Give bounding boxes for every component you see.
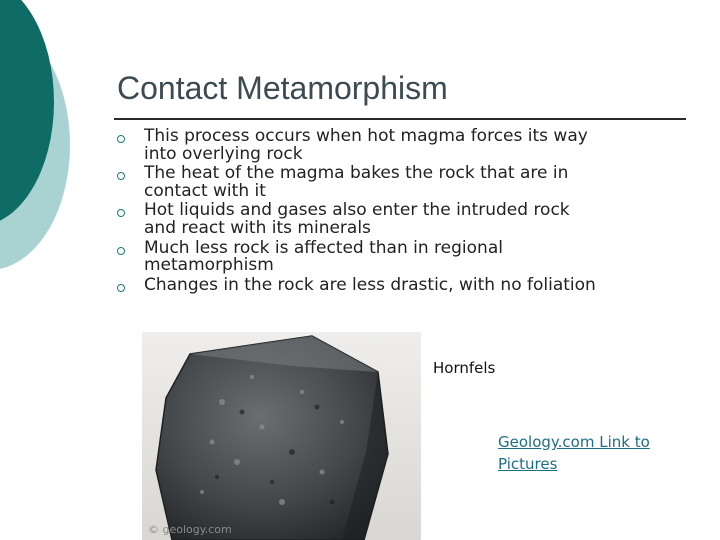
bullet-item (114, 237, 714, 276)
bullet-text: The heat of the magma bakes the rock that are in contact with it (144, 163, 569, 201)
hornfels-rock-image (142, 332, 421, 540)
bullet-item (114, 274, 714, 295)
bullet-item (114, 128, 714, 163)
bullet-list (114, 128, 714, 296)
bullet-marker-icon (117, 284, 125, 292)
bullet-item (114, 202, 714, 237)
image-caption: Hornfels (433, 359, 496, 377)
geology-link[interactable]: Geology.com Link to Pictures (498, 433, 650, 473)
title-divider (114, 118, 686, 120)
bullet-item (114, 165, 714, 200)
bullet-text: Much less rock is affected than in regional metamorphism (144, 237, 503, 276)
bullet-marker-icon (117, 135, 125, 143)
bullet-marker-icon (117, 247, 125, 255)
bullet-text: Hot liquids and gases also enter the intruded rock and react with its minerals (144, 200, 570, 238)
rock-illustration (142, 332, 421, 540)
bullet-marker-icon (117, 172, 125, 180)
bullet-text: This process occurs when hot magma forces its way into overlying rock (144, 126, 588, 164)
bullet-text: Changes in the rock are less drastic, with no foliation (144, 274, 596, 295)
slide-title: Contact Metamorphism (117, 70, 448, 106)
bullet-marker-icon (117, 209, 125, 217)
photo-credit: © geology.com (148, 523, 232, 536)
